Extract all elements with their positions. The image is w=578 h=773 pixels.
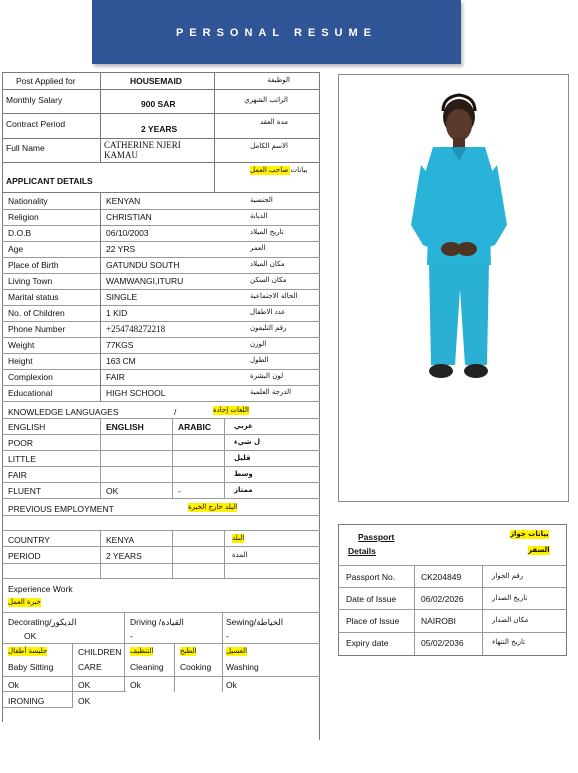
detail-label: Place of Birth [8, 260, 59, 270]
detail-label-ar: رقم التليفون [250, 324, 287, 332]
cooking-ar: الطبخ [180, 647, 197, 655]
detail-value: HIGH SCHOOL [106, 388, 166, 398]
full-name-label: Full Name [6, 143, 45, 153]
languages-title-ar: اللغات إجادة [213, 406, 249, 414]
detail-label: Age [8, 244, 24, 254]
passport-title-2: Details [348, 546, 376, 556]
passport-field-label: Place of Issue [346, 616, 400, 626]
employment-title: PREVIOUS EMPLOYMENT [8, 504, 114, 514]
detail-value: 163 CM [106, 356, 136, 366]
applicant-details-heading: APPLICANT DETAILS [6, 176, 93, 186]
passport-title-ar-2: السفر [528, 546, 550, 554]
detail-value: CHRISTIAN [106, 212, 152, 222]
detail-label: Phone Number [8, 324, 66, 334]
page-title: PERSONAL RESUME [175, 27, 378, 39]
language-level-label: ENGLISH [8, 422, 46, 432]
detail-label-ar: الديانة [250, 212, 268, 220]
cleaning-ar: التنظيف [130, 647, 154, 655]
language-level-label: FAIR [8, 470, 27, 480]
passport-field-ar: رقم الجواز [492, 572, 524, 580]
cleaning-value: Ok [130, 680, 141, 690]
post-applied-value: HOUSEMAID [130, 76, 182, 86]
languages-slash: / [174, 407, 177, 417]
decorating-label: Decorating/الديكور [8, 617, 77, 627]
detail-label-ar: مكان السكن [250, 276, 287, 284]
country-value: KENYA [106, 535, 135, 545]
country-ar: البلد [232, 534, 245, 542]
washing-ar: الغسيل [226, 647, 248, 655]
passport-field-value: 06/02/2026 [421, 594, 464, 604]
detail-label-ar: الدرجة العلمية [250, 388, 292, 396]
detail-value: FAIR [106, 372, 125, 382]
ironing-value: OK [78, 696, 91, 706]
experience-title: Experience Work [8, 584, 73, 594]
language-level-ar: ممتاز [234, 486, 253, 494]
language-arabic-cell: - [178, 486, 181, 496]
language-english-cell: ENGLISH [106, 422, 144, 432]
monthly-salary-label: Monthly Salary [6, 95, 63, 105]
language-arabic-cell: ARABIC [178, 422, 212, 432]
monthly-salary-ar: الراتب الشهري [244, 96, 288, 104]
driving-label: Driving /القيادة [130, 617, 184, 627]
passport-field-ar: مكان الصدار [492, 616, 529, 624]
cleaning-label: Cleaning [130, 662, 164, 672]
post-applied-label: Post Applied for [16, 76, 76, 86]
contract-period-label: Contract Period [6, 119, 66, 129]
detail-value: KENYAN [106, 196, 141, 206]
passport-field-ar: تاريخ النتهاء [492, 638, 526, 646]
full-name-value-2: KAMAU [104, 150, 139, 160]
cooking-label: Cooking [180, 662, 212, 672]
detail-label-ar: الجنسية [250, 196, 273, 204]
passport-field-value: CK204849 [421, 572, 462, 582]
language-level-ar: ل شيء [234, 438, 261, 446]
detail-label: Living Town [8, 276, 53, 286]
detail-value: 22 YRS [106, 244, 136, 254]
applicant-photo [339, 75, 568, 501]
detail-value: GATUNDU SOUTH [106, 260, 180, 270]
detail-label-ar: عدد الاطفال [250, 308, 286, 316]
applicant-details-ar: بيانات صاحب العمل [250, 166, 308, 174]
detail-value: +254748272218 [106, 324, 166, 334]
language-english-cell: OK [106, 486, 119, 496]
detail-label: Complexion [8, 372, 53, 382]
driving-value: - [130, 631, 133, 641]
children-value: OK [78, 680, 91, 690]
country-label: COUNTRY [8, 535, 50, 545]
languages-title: KNOWLEDGE LANGUAGES [8, 407, 119, 417]
language-level-label: LITTLE [8, 454, 36, 464]
baby-sitting-value: Ok [8, 680, 19, 690]
passport-field-label: Passport No. [346, 572, 396, 582]
detail-label: Height [8, 356, 33, 366]
language-level-label: FLUENT [8, 486, 42, 496]
language-level-ar: عربي [234, 422, 253, 430]
washing-label: Washing [226, 662, 259, 672]
children-label-1: CHILDREN [78, 647, 122, 657]
language-level-label: POOR [8, 438, 34, 448]
contract-period-value: 2 YEARS [141, 124, 178, 134]
passport-field-value: NAIROBI [421, 616, 456, 626]
passport-field-value: 05/02/2036 [421, 638, 464, 648]
post-applied-ar: الوظيفة [267, 76, 290, 84]
detail-label-ar: الطول [250, 356, 269, 364]
passport-field-ar: تاريخ الصدار [492, 594, 528, 602]
monthly-salary-value: 900 SAR [141, 99, 176, 109]
detail-label-ar: الحالة الاجتماعية [250, 292, 298, 300]
full-name-value-1: CATHERINE NJERI [104, 140, 181, 150]
detail-label: Nationality [8, 196, 48, 206]
detail-label: Religion [8, 212, 39, 222]
detail-label-ar: تاريخ الميلاد [250, 228, 284, 236]
full-name-ar: الاسم الكامل [250, 142, 288, 150]
detail-label-ar: العمر [250, 244, 266, 252]
detail-label-ar: لون البشرة [250, 372, 284, 380]
title-banner [92, 0, 461, 64]
period-ar: المدة [232, 551, 248, 559]
passport-title-ar-1: بيانات جواز [510, 530, 549, 538]
applicant-photo-frame [338, 74, 569, 502]
baby-sitting-label: Baby Sitting [8, 662, 54, 672]
sewing-value: - [226, 631, 229, 641]
detail-label: Weight [8, 340, 35, 350]
ironing-label: IRONING [8, 696, 45, 706]
washing-value: Ok [226, 680, 237, 690]
detail-value: 06/10/2003 [106, 228, 149, 238]
sewing-label: Sewing/الخياطة [226, 617, 284, 627]
detail-label: Marital status [8, 292, 59, 302]
baby-sitting-ar: جليسة أطفال [8, 647, 48, 655]
detail-label: No. of Children [8, 308, 65, 318]
detail-label: D.O.B [8, 228, 32, 238]
children-label-2: CARE [78, 662, 102, 672]
language-level-ar: قليل [234, 454, 251, 462]
employment-title-ar: البلد خارج الخبرة [188, 503, 238, 511]
period-value: 2 YEARS [106, 551, 142, 561]
passport-field-label: Expiry date [346, 638, 389, 648]
detail-value: WAMWANGI,ITURU [106, 276, 184, 286]
language-level-ar: وسط [234, 470, 253, 478]
detail-label-ar: الوزن [250, 340, 267, 348]
passport-title-1: Passport [358, 532, 395, 542]
passport-field-label: Date of Issue [346, 594, 397, 604]
detail-label-ar: مكان الميلاد [250, 260, 285, 268]
detail-value: 77KGS [106, 340, 134, 350]
experience-title-ar: خبرة العمل [8, 598, 41, 606]
detail-label: Educational [8, 388, 53, 398]
period-label: PERIOD [8, 551, 41, 561]
decorating-value: OK [24, 631, 37, 641]
contract-period-ar: مدة العقد [260, 118, 288, 126]
detail-value: SINGLE [106, 292, 138, 302]
detail-value: 1 KID [106, 308, 128, 318]
